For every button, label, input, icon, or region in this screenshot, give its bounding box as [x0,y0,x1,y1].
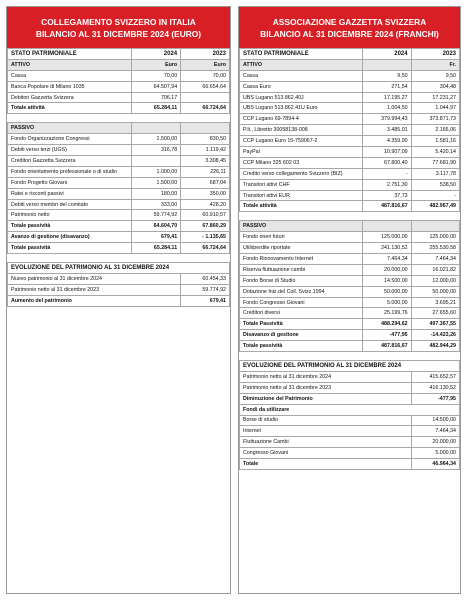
value-previous [181,92,230,103]
fondi-value: 14.500,00 [411,415,459,426]
fondi-label: Congresso Giovani [240,448,412,459]
row-label: Debiti verso membri del comitato [8,199,132,210]
evolution-label: Nuovo patrimonio al 31 dicembre 2024 [8,273,181,284]
evolution-header-row [8,263,230,274]
banner-left-subtitle: BILANCIO AL 31 DICEMBRE 2024 (EURO) [35,29,202,39]
row-label: Banca Popolare di Milano 1035 [8,81,132,92]
evolution-row [8,295,230,306]
value-previous: 830,50 [181,134,230,145]
row-label: CCP Lugano Euro 15-759067-2 [240,136,363,147]
year-previous: 2023 [411,49,459,60]
row-label: Patrimonio netto [8,210,132,221]
fondi-total-value: 46.964,34 [411,459,459,470]
value-current: - [363,168,411,179]
total-label: Disavanzo di gestione [240,330,363,341]
table-row [240,243,460,254]
table-row [240,264,460,275]
passivo-total-row [8,232,230,243]
value-current: 10.907,09 [363,147,411,158]
row-label: CCP Lugano 69-7894-4 [240,114,363,125]
fondi-row [240,426,460,437]
value-previous: 2.166,06 [411,125,459,136]
fondi-row [240,437,460,448]
fondi-label: Fluttuazione Cambi [240,437,412,448]
row-label: Cassa [240,70,363,81]
value-previous: 255.530,58 [411,243,459,254]
value-current: 1.500,00 [132,177,181,188]
total-previous: -14.423,26 [411,330,459,341]
evolution-label: Aumento del patrimonio [8,295,181,306]
value-previous: 1.044,97 [411,103,459,114]
banner-right-subtitle: BILANCIO AL 31 DICEMBRE 2024 (FRANCHI) [260,29,439,39]
total-current: 487.816,67 [363,341,411,352]
value-previous: 7.464,34 [411,254,459,265]
table-row [240,232,460,243]
passivo-total-row [8,221,230,232]
table-row [8,188,230,199]
evolution-row [240,393,460,404]
row-label: PayPal [240,147,363,158]
value-previous: 16.021,82 [411,264,459,275]
total-current: 679,41 [132,232,181,243]
fondi-total-row [240,459,460,470]
table-header-row [240,49,460,60]
total-current: 487.816,67 [363,201,411,212]
evolution-value: 59.774,92 [181,284,230,295]
value-previous: 66.654,64 [181,81,230,92]
year-current: 2024 [132,49,181,60]
row-label: Credito verso collegamento Svizzero (BIZ) [240,168,363,179]
fondi-row [240,448,460,459]
evolution-label: Diminuzione del Patrimonio [240,393,412,404]
total-label: Totale passività [8,243,132,254]
row-label: Fondo Organizzazione Congressi [8,134,132,145]
value-previous: - [411,190,459,201]
currency-previous: Euro [181,59,230,70]
row-label: Transitori attivi EUR [240,190,363,201]
evolution-value: 60.454,33 [181,273,230,284]
value-previous: 428,20 [181,199,230,210]
passivo-label: PASSIVO [240,221,363,232]
currency-current: Euro [132,59,181,70]
passivo-label: PASSIVO [8,123,132,134]
fondi-total-label: Totale [240,459,412,470]
value-current: 20.000,00 [363,264,411,275]
row-label: Fondo Borse di Studio [240,275,363,286]
table-row [8,145,230,156]
banner-right [239,7,460,48]
value-previous: 9,50 [411,70,459,81]
fondi-value: 7.464,34 [411,426,459,437]
table-row [240,286,460,297]
table-spacer [240,352,460,361]
total-previous: 482.967,49 [411,201,459,212]
value-current: 7.464,34 [363,254,411,265]
total-previous: - 1.135,65 [181,232,230,243]
row-label: Dotazione Iniz.del Coll. Svizz.1994 [240,286,363,297]
row-label: Cassa Euro [240,81,363,92]
balance-table-left [7,48,230,307]
total-label: Totale Passività [240,319,363,330]
row-label: Ratei e risconti passivi [8,188,132,199]
spacer-cell [8,114,230,123]
value-previous: 538,50 [411,179,459,190]
fondi-header-row [240,404,460,415]
row-label: Creditori diversi [240,308,363,319]
table-row [8,156,230,167]
value-previous: 50.000,00 [411,286,459,297]
value-previous: 1.119,42 [181,145,230,156]
table-row [8,199,230,210]
fondi-title: Fondi da utilizzare [240,404,460,415]
evolution-value: 679,41 [181,295,230,306]
table-row [240,125,460,136]
total-current: -477,95 [363,330,411,341]
table-row [240,179,460,190]
row-label: Fondo Congresso Giovani [240,297,363,308]
value-current: 25.199,76 [363,308,411,319]
evolution-row [8,273,230,284]
value-current [132,156,181,167]
table-row [240,70,460,81]
table-row [240,254,460,265]
spacer-cell [240,352,460,361]
passivo-header-row [8,123,230,134]
currency-previous: Fr. [411,59,459,70]
value-current: 70,00 [132,70,181,81]
table-spacer [240,212,460,221]
value-current: 271,54 [363,81,411,92]
attivo-label: ATTIVO [240,59,363,70]
spacer-cell [240,212,460,221]
table-row [240,308,460,319]
value-current: 1.500,00 [132,134,181,145]
fondi-label: Internet [240,426,412,437]
table-row [240,190,460,201]
evolution-row [8,284,230,295]
passivo-total-row [240,319,460,330]
table-row [240,168,460,179]
year-current: 2024 [363,49,411,60]
table-row [240,297,460,308]
row-label: Transitori attivi CHF [240,179,363,190]
value-current: 316,78 [132,145,181,156]
value-previous: 1.581,16 [411,136,459,147]
total-previous: 66.724,64 [181,103,230,114]
section-title: STATO PATRIMONIALE [240,49,363,60]
value-current: 50.000,00 [363,286,411,297]
row-label: Debitori Gazzetta Svizzera [8,92,132,103]
total-label: Avanzo di gestione (disavanzo) [8,232,132,243]
value-current: 59.774,92 [132,210,181,221]
table-row [8,210,230,221]
attivo-total-row [8,103,230,114]
value-current: 64.507,94 [132,81,181,92]
row-label: Riserva fluttuazione cambi [240,264,363,275]
evolution-value: -477,95 [411,393,459,404]
value-previous: 373.871,73 [411,114,459,125]
value-current: 3.485,01 [363,125,411,136]
value-previous: 687,04 [181,177,230,188]
value-current: 1.000,00 [132,166,181,177]
fondi-value: 5.000,00 [411,448,459,459]
banner-right-title: ASSOCIAZIONE GAZZETTA SVIZZERA [272,17,427,27]
table-row [240,157,460,168]
total-label: Totale passività [240,341,363,352]
value-previous: 304,48 [411,81,459,92]
blank-cell [363,221,411,232]
row-label: Cassa [8,70,132,81]
value-previous: 70,00 [181,70,230,81]
attivo-label: ATTIVO [8,59,132,70]
row-label: Fondo Rinnovamento Internet [240,254,363,265]
spacer-cell [8,254,230,263]
row-label: Creditori Gazzetta Svizzera [8,156,132,167]
evolution-header-row [240,361,460,372]
row-label: Fondo orientamento professionale o di studio [8,166,132,177]
banner-left-title: COLLEGAMENTO SVIZZERO IN ITALIA [41,17,196,27]
total-label: Totale attività [8,103,132,114]
evolution-label: Patrimonio netto al 31 dicembre 2024 [240,371,412,382]
table-row [240,103,460,114]
value-previous: 125.000,00 [411,232,459,243]
value-current: 9,50 [363,70,411,81]
evolution-label: Patrimonio netto al 31 dicembre 2023 [240,382,412,393]
evolution-value: 415.652,57 [411,371,459,382]
value-current: 5.000,00 [363,297,411,308]
table-row [240,114,460,125]
fondi-value: 20.000,00 [411,437,459,448]
table-row [8,70,230,81]
value-current: 379.994,43 [363,114,411,125]
balance-table-right [239,48,460,470]
value-previous: 5.420,14 [411,147,459,158]
total-previous: 66.724,64 [181,243,230,254]
table-row [8,81,230,92]
table-spacer [8,254,230,263]
value-previous: 3.117,78 [411,168,459,179]
table-row [240,136,460,147]
table-row [8,177,230,188]
value-current: 4.359,90 [363,136,411,147]
attivo-total-row [240,201,460,212]
value-previous: 350,00 [181,188,230,199]
value-previous: 77.681,90 [411,157,459,168]
blank-cell [181,123,230,134]
row-label: Debiti verso terzi (UGS) [8,145,132,156]
row-label: Utili/perdite riportate [240,243,363,254]
blank-cell [132,123,181,134]
fondi-row [240,415,460,426]
attivo-header-row [240,59,460,70]
fondi-label: Borse di studio [240,415,412,426]
value-current: 14.500,00 [363,275,411,286]
panel-collegamento-svizzero [6,6,231,594]
total-current: 65.284,11 [132,243,181,254]
evolution-label: Patrimonio netto al 31 dicembre 2023 [8,284,181,295]
attivo-header-row [8,59,230,70]
value-previous: 12.000,00 [411,275,459,286]
value-current: 37,73 [363,190,411,201]
value-current: 333,00 [132,199,181,210]
total-current: 488.294,62 [363,319,411,330]
row-label: UBS Lugano 513.862.40J [240,92,363,103]
row-label: CCP Milano 325 602 03 [240,157,363,168]
total-previous: 67.860,29 [181,221,230,232]
total-previous: 482.944,29 [411,341,459,352]
table-header-row [8,49,230,60]
value-previous: 17.231,27 [411,92,459,103]
panel-associazione-gazzetta [238,6,461,594]
evolution-title: EVOLUZIONE DEL PATRIMONIO AL 31 DICEMBRE 2024 [8,263,230,274]
value-current: 17.195,27 [363,92,411,103]
evolution-title: EVOLUZIONE DEL PATRIMONIO AL 31 DICEMBRE 2024 [240,361,460,372]
table-row [240,81,460,92]
table-row [8,92,230,103]
value-current: 125.000,00 [363,232,411,243]
total-label: Totale attività [240,201,363,212]
year-previous: 2023 [181,49,230,60]
row-label: UBS Lugano 513.862.41U Euro [240,103,363,114]
evolution-value: 416.130,52 [411,382,459,393]
total-label: Totale passività [8,221,132,232]
passivo-header-row [240,221,460,232]
row-label: Fondo oneri futuri [240,232,363,243]
value-current: 1.004,50 [363,103,411,114]
value-current: 241.130,52 [363,243,411,254]
total-previous: 497.367,55 [411,319,459,330]
value-current: 2.751,30 [363,179,411,190]
row-label: Fondo Progetto Giovani [8,177,132,188]
evolution-row [240,382,460,393]
evolution-row [240,371,460,382]
value-previous: 3.308,45 [181,156,230,167]
table-spacer [8,114,230,123]
table-row [240,275,460,286]
passivo-total-row [8,243,230,254]
banner-left [7,7,230,48]
value-previous: 27.655,60 [411,308,459,319]
value-current: 180,00 [132,188,181,199]
total-current: 65.284,11 [132,103,181,114]
section-title: STATO PATRIMONIALE [8,49,132,60]
currency-current [363,59,411,70]
row-label: P.lt., Libretto 30058138-008 [240,125,363,136]
value-current: 706,17 [132,92,181,103]
value-previous: 60.910,57 [181,210,230,221]
passivo-total-row [240,330,460,341]
value-previous: 3.695,21 [411,297,459,308]
table-row [240,92,460,103]
passivo-total-row [240,341,460,352]
table-row [8,166,230,177]
value-current: 67.800,40 [363,157,411,168]
value-previous: 226,11 [181,166,230,177]
table-row [240,147,460,158]
table-row [8,134,230,145]
total-current: 64.604,70 [132,221,181,232]
blank-cell [411,221,459,232]
